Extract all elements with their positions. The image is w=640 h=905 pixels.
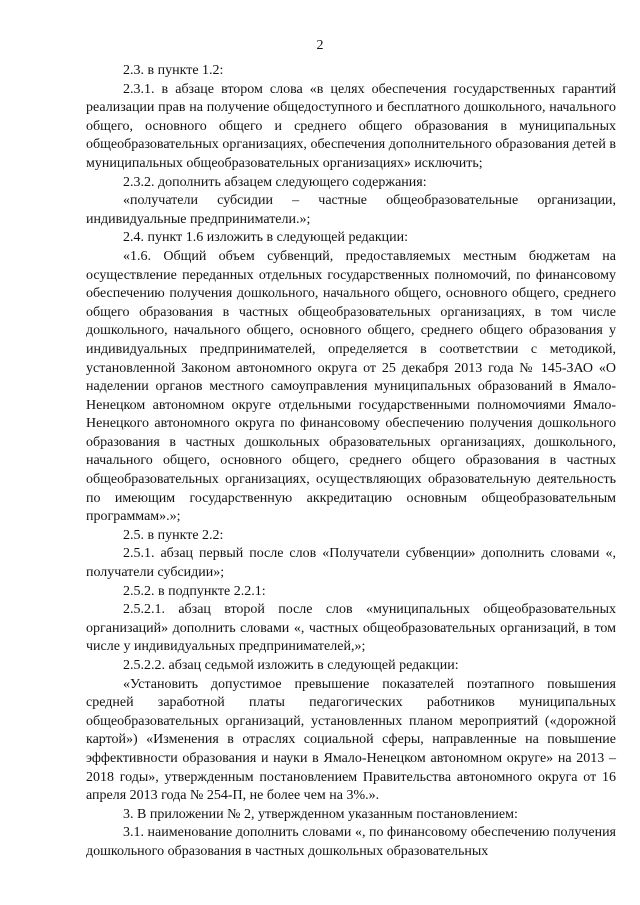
paragraph-ustanovit-quote: «Установить допустимое превышение показателей поэтапного повышения средней заработной платы педагогических работников муниципальных общеобразовательных организаций, установленных планом мероприятий («дорожной картой») «Изменения в отраслях социальной сферы, направленные на повышение эффективности образования и науки в Ямало-Ненецком автономном округе» на 2013 – 2018 годы», утвержденным постановлением Правительства автономного округа от 16 апреля 2013 года № 254-П, не более чем на 3%.». <box>86 676 616 804</box>
paragraph-2-3-2-quote: «получатели субсидии – частные общеобразовательные организации, индивидуальные предприниматели.»; <box>86 193 616 227</box>
document-body <box>86 62 616 861</box>
paragraph-2-4: 2.4. пункт 1.6 изложить в следующей редакции: <box>123 230 408 246</box>
paragraph-2-5-1: 2.5.1. абзац первый после слов «Получатели субвенции» дополнить словами «, получатели субсидии»; <box>86 546 616 581</box>
paragraph-3: 3. В приложении № 2, утвержденном указанным постановлением: <box>123 806 518 822</box>
paragraph-1-6-quote: «1.6. Общий объем субвенций, предоставляемых местным бюджетам на осуществление переданных отдельных государственных полномочий, по финансовому обеспечению получения дошкольного, начального общего, основного общего, среднего общего образования в частных общеобразовательных организациях, в том числе дошкольного, начального общего, основного общего, среднего общего образования у индивидуальных предпринимателей, определяется в соответствии с методикой, установленной Законом автономного округа от 25 декабря 2013 года № 145-ЗАО «О наделении органов местного самоуправления муниципальных образований в Ямало-Ненецком автономном округе отдельными государственными полномочиями Ямало-Ненецкого автономного округа по финансовому обеспечению получения дошкольного образования в частных дошкольных образовательных организациях, дошкольного, начального общего, основного общего, среднего общего образования в частных общеобразовательных организациях, осуществляющих образовательную деятельность по имеющим государственную аккредитацию основным общеобразовательным программам».»; <box>86 248 616 525</box>
paragraph-2-3: 2.3. в пункте 1.2: <box>123 63 224 78</box>
paragraph-3-1: 3.1. наименование дополнить словами «, по финансовому обеспечению получения дошкольного образования в частных дошкольных образовательных <box>86 825 616 859</box>
paragraph-2-5-2-2: 2.5.2.2. абзац седьмой изложить в следующей редакции: <box>123 658 459 673</box>
paragraph-2-5-2: 2.5.2. в подпункте 2.2.1: <box>123 583 266 599</box>
page-number: 2 <box>316 38 324 53</box>
paragraph-2-3-1: 2.3.1. в абзаце втором слова «в целях обеспечения государственных гарантий реализации прав на получение общедоступного и бесплатного дошкольного, начального общего, основного общего и среднего общего образования в муниципальных общеобразовательных организациях, обеспечения дополнительного образования детей в муниципальных общеобразовательных организациях» исключить; <box>86 81 616 171</box>
paragraph-2-5: 2.5. в пункте 2.2: <box>123 527 224 543</box>
paragraph-2-5-2-1: 2.5.2.1. абзац второй после слов «муниципальных общеобразовательных организаций» дополнить словами «, частных общеобразовательных организаций, в том числе у индивидуальных предпринимателей,»; <box>86 602 616 655</box>
paragraph-2-3-2: 2.3.2. дополнить абзацем следующего содержания: <box>123 174 427 190</box>
